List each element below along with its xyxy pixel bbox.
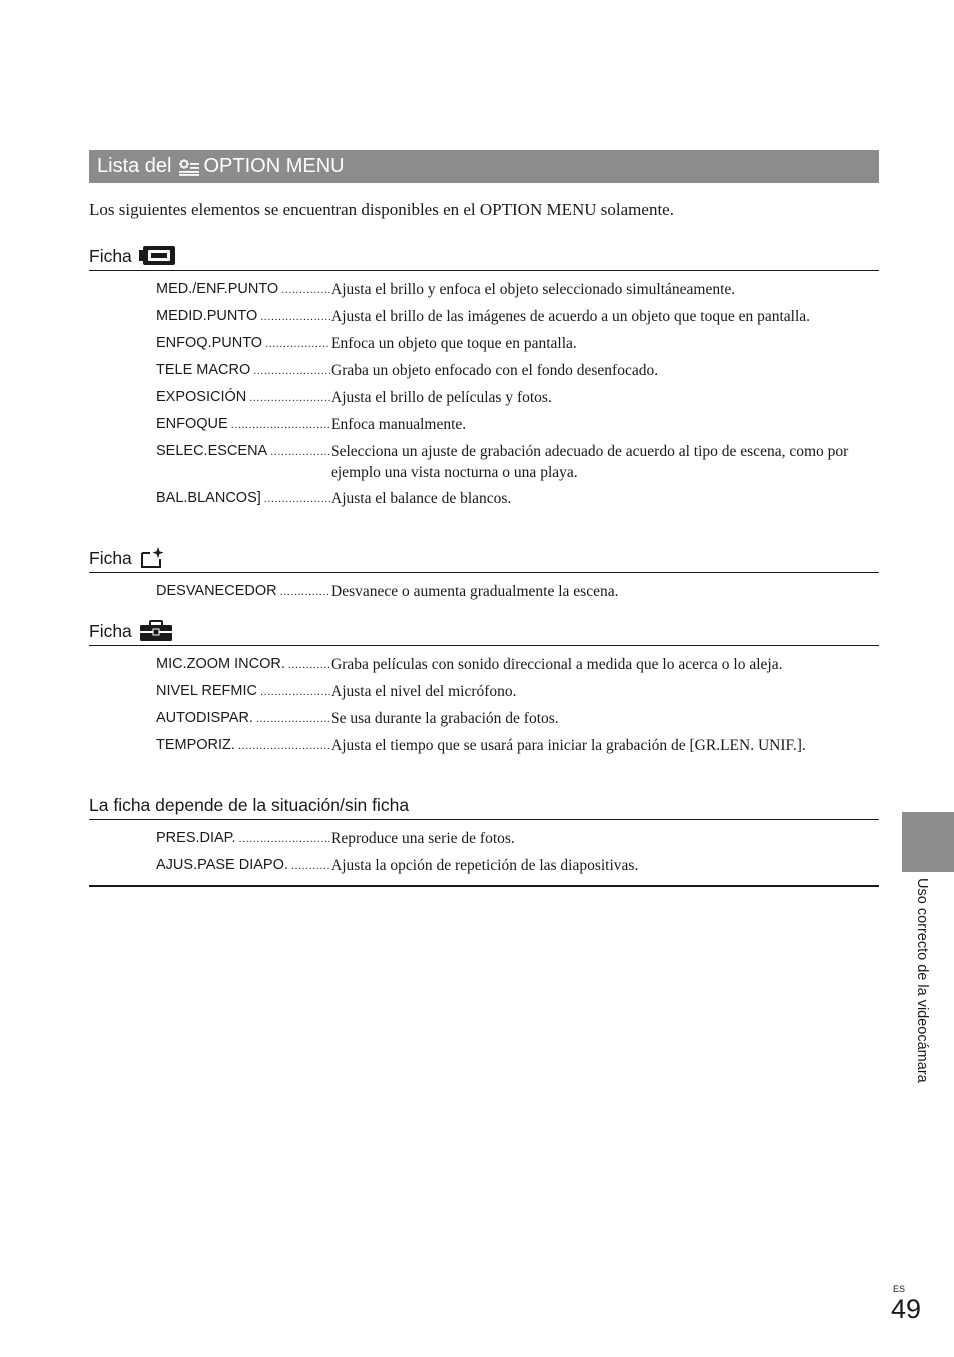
title-suffix: OPTION MENU	[203, 155, 345, 177]
camera-tab-icon	[139, 245, 177, 267]
section-label: Ficha	[89, 621, 132, 641]
list-item	[156, 581, 879, 603]
option-menu-icon	[178, 158, 200, 176]
section-label: Ficha	[89, 246, 132, 266]
toolbox-tab-icon	[139, 620, 173, 642]
list-item	[156, 279, 879, 301]
list-item	[156, 387, 879, 409]
item-term: BAL.BLANCOS]	[156, 490, 261, 506]
list-item	[156, 333, 879, 355]
item-term: AJUS.PASE DIAPO.	[156, 857, 288, 873]
item-description: Ajusta el tiempo que se usará para iniciar la grabación de [GR.LEN. UNIF.].	[331, 737, 806, 754]
section-heading-no-tab	[89, 792, 879, 820]
page-number: 49	[891, 1294, 922, 1324]
item-term: SELEC.ESCENA	[156, 443, 268, 459]
items-list-effects	[156, 581, 879, 608]
item-term: MIC.ZOOM INCOR.	[156, 656, 285, 672]
item-description: Graba un objeto enfocado con el fondo desenfocado.	[331, 362, 659, 379]
list-item	[156, 828, 879, 850]
item-term: NIVEL REFMIC	[156, 683, 257, 699]
item-term: TELE MACRO	[156, 362, 251, 378]
item-description: Se usa durante la grabación de fotos.	[331, 710, 559, 727]
item-description: Ajusta el brillo de las imágenes de acuerdo a un objeto que toque en pantalla.	[331, 308, 811, 325]
section-label: Ficha	[89, 548, 132, 568]
items-list-tools	[156, 654, 879, 762]
item-description: Desvanece o aumenta gradualmente la escena.	[331, 583, 619, 600]
items-list-camera	[156, 279, 879, 515]
item-description: Graba películas con sonido direccional a medida que lo acerca o lo aleja.	[331, 656, 783, 673]
section-heading-tools	[89, 618, 879, 646]
items-list-no-tab	[156, 828, 879, 882]
list-item	[156, 306, 879, 328]
item-term: ENFOQ.PUNTO	[156, 335, 263, 351]
list-item	[156, 654, 879, 676]
chapter-side-label: Uso correcto de la videocámara	[914, 878, 930, 1083]
list-item	[156, 360, 879, 382]
list-item	[156, 708, 879, 730]
item-term: AUTODISPAR.	[156, 710, 253, 726]
item-term: PRES.DIAP.	[156, 830, 236, 846]
list-item	[156, 441, 879, 483]
item-term: TEMPORIZ.	[156, 737, 235, 753]
item-description: Ajusta el nivel del micrófono.	[331, 683, 517, 700]
item-description: Enfoca manualmente.	[331, 416, 467, 433]
list-item	[156, 414, 879, 436]
item-description: Selecciona un ajuste de grabación adecuado de acuerdo al tipo de escena, como por ejemplo una vista nocturna o una playa.	[331, 443, 849, 481]
item-description: Ajusta el balance de blancos.	[331, 490, 512, 507]
section-heading-effects	[89, 545, 879, 573]
section-heading-camera	[89, 243, 879, 271]
item-description: Ajusta el brillo y enfoca el objeto seleccionado simultáneamente.	[331, 281, 736, 298]
section-label: La ficha depende de la situación/sin ficha	[89, 795, 410, 815]
intro-paragraph: Los siguientes elementos se encuentran disponibles en el OPTION MENU solamente.	[89, 200, 674, 219]
item-term: MEDID.PUNTO	[156, 308, 258, 324]
list-item	[156, 681, 879, 703]
section-title-bar	[89, 150, 879, 183]
chapter-side-tab	[902, 812, 954, 872]
item-term: DESVANECEDOR	[156, 583, 277, 599]
item-term: MED./ENF.PUNTO	[156, 281, 279, 297]
list-item	[156, 735, 879, 757]
item-description: Enfoca un objeto que toque en pantalla.	[331, 335, 577, 352]
section-end-divider	[89, 885, 879, 887]
title-prefix: Lista del	[97, 155, 172, 177]
item-description: Reproduce una serie de fotos.	[331, 830, 515, 847]
list-item	[156, 855, 879, 877]
item-description: Ajusta la opción de repetición de las diapositivas.	[331, 857, 639, 874]
sparkle-frame-tab-icon	[139, 547, 165, 569]
item-term: ENFOQUE	[156, 416, 228, 432]
list-item	[156, 488, 879, 510]
item-description: Ajusta el brillo de películas y fotos.	[331, 389, 552, 406]
item-term: EXPOSICIÓN	[156, 389, 247, 405]
language-code: ES	[893, 1284, 906, 1294]
